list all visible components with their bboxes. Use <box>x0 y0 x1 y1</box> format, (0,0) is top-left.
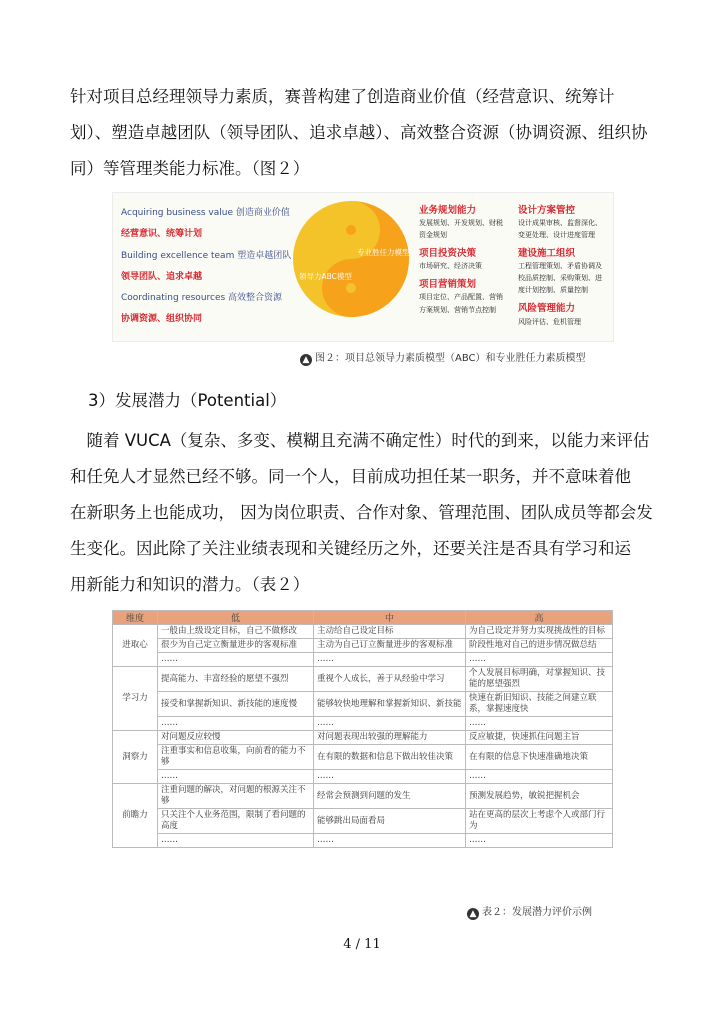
table-cell: …… <box>466 653 613 667</box>
table-cell: 主动给自己设定目标 <box>314 625 466 639</box>
yin-yang-diagram <box>291 199 411 319</box>
table-cell: 只关注个人业务范围，限制了看问题的高度 <box>158 809 314 834</box>
potential-table <box>112 610 613 848</box>
arrow-up-icon: ▲ <box>467 908 479 920</box>
table-row <box>113 692 613 717</box>
competency-title: 项目投资决策 <box>419 248 477 259</box>
table-cell: 很少为自己定立衡量进步的客观标准 <box>158 639 314 653</box>
paragraph-line: 和任免人才显然已经不够。同一个人，目前成功担任某一职务，并不意味着他 <box>70 467 631 486</box>
intro-line: 针对项目总经理领导力素质，赛普构建了创造商业价值（经营意识、统筹计 <box>70 87 615 106</box>
yang-label: 专业胜任力模型 <box>357 248 410 257</box>
figure-caption-text: 图２：项目总领导力素质模型（ABC）和专业胜任力素质模型 <box>315 353 586 364</box>
paragraph-line: 生变化。因此除了关注业绩表现和关键经历之外，还要关注是否具有学习和运 <box>70 539 631 558</box>
left-item: Acquiring business value 创造商业价值 <box>121 208 290 218</box>
table-cell: 重视个人成长，善于从经验中学习 <box>314 667 466 692</box>
table-cell: …… <box>158 834 314 848</box>
competency-detail: 风险评估、危机管理 <box>518 318 581 326</box>
table-row <box>113 653 613 667</box>
competency-title: 设计方案管控 <box>518 205 576 216</box>
table-row <box>113 667 613 692</box>
table-row <box>113 625 613 639</box>
table-header-row <box>113 611 613 625</box>
competency-detail: 校品质控制、采购策划、进 <box>518 274 602 282</box>
header-high: 高 <box>466 611 613 625</box>
paragraph-line: 在新职务上也能成功， 因为岗位职责、合作对象、管理范围、团队成员等都会发 <box>70 503 653 522</box>
dimension-cell: 进取心 <box>113 625 158 667</box>
table-cell: 能够跳出局面看局 <box>314 809 466 834</box>
header-dimension: 维度 <box>113 611 158 625</box>
table-cell: 阶段性地对自己的进步情况做总结 <box>466 639 613 653</box>
dimension-cell: 洞察力 <box>113 731 158 784</box>
paragraph-line: 用新能力和知识的潜力。（表２） <box>70 575 310 594</box>
table-cell: …… <box>314 717 466 731</box>
competency-detail: 变更处理、设计进度管理 <box>518 231 595 239</box>
table-row <box>113 639 613 653</box>
table-row <box>113 809 613 834</box>
table-row <box>113 745 613 770</box>
intro-paragraph <box>70 79 660 187</box>
table-caption-text: 表２：发展潜力评价示例 <box>482 907 592 918</box>
section-heading: 3）发展潜力（Potential） <box>88 391 287 410</box>
table-cell: 个人发展目标明确，对掌握知识、技能的愿望强烈 <box>466 667 613 692</box>
table-cell: 对问题反应较慢 <box>158 731 314 745</box>
table-row <box>113 784 613 809</box>
left-item: 领导团队、追求卓越 <box>121 272 203 282</box>
header-mid: 中 <box>314 611 466 625</box>
competency-detail: 发展规划、开发规划、财税 <box>419 219 503 227</box>
table-cell: 注重问题的解决，对问题的根源关注不够 <box>158 784 314 809</box>
header-low: 低 <box>158 611 314 625</box>
table-cell: …… <box>158 717 314 731</box>
competency-detail: 设计成果审核、监督深化、 <box>518 219 602 227</box>
table-cell: 站在更高的层次上考虑个人或部门行为 <box>466 809 613 834</box>
table-cell: …… <box>314 653 466 667</box>
yin-label: 领导力ABC模型 <box>299 272 352 281</box>
yang-dot <box>346 283 356 293</box>
table-cell: 提高能力、丰富经验的愿望不强烈 <box>158 667 314 692</box>
table-row <box>113 731 613 745</box>
intro-line: 同）等管理类能力标准。（图２） <box>70 159 310 178</box>
table-cell: 在有限的信息下快速准确地决策 <box>466 745 613 770</box>
competency-title: 风险管理能力 <box>518 303 576 314</box>
left-item: Building excellence team 塑造卓越团队 <box>121 251 292 261</box>
left-item: 经营意识、统筹计划 <box>121 229 203 239</box>
dimension-cell: 前瞻力 <box>113 784 158 848</box>
table-cell: …… <box>158 653 314 667</box>
table-cell: 接受和掌握新知识、新技能的速度慢 <box>158 692 314 717</box>
yin-dot <box>346 225 356 235</box>
table-cell: …… <box>466 717 613 731</box>
table-cell: 注重事实和信息收集，向前看的能力不够 <box>158 745 314 770</box>
table-row <box>113 717 613 731</box>
intro-line: 划）、塑造卓越团队（领导团队、追求卓越）、高效整合资源（协调资源、组织协 <box>70 123 648 142</box>
table-cell: …… <box>158 770 314 784</box>
table-cell: 在有限的数据和信息下做出较佳决策 <box>314 745 466 770</box>
table-cell: …… <box>466 770 613 784</box>
table-cell: …… <box>466 834 613 848</box>
table-row <box>113 770 613 784</box>
dimension-cell: 学习力 <box>113 667 158 731</box>
arrow-up-icon: ▲ <box>300 354 312 366</box>
paragraph-line: 随着 VUCA（复杂、多变、模糊且充满不确定性）时代的到来，以能力来评估 <box>70 431 650 450</box>
table-cell: 为自己设定并努力实现挑战性的目标 <box>466 625 613 639</box>
potential-paragraph <box>70 423 660 603</box>
table-cell: 主动为自己订立衡量进步的客观标准 <box>314 639 466 653</box>
competency-detail: 市场研究、经济决策 <box>419 262 482 270</box>
table-cell: 预测发展趋势，敏锐把握机会 <box>466 784 613 809</box>
competency-title: 业务规划能力 <box>419 205 477 216</box>
left-item: Coordinating resources 高效整合资源 <box>121 293 283 303</box>
page-number: 4 / 11 <box>343 937 381 952</box>
competency-detail: 项目定位、产品配置、营销 <box>419 293 503 301</box>
table-cell: 反应敏捷，快速抓住问题主旨 <box>466 731 613 745</box>
competency-detail: 资金规划 <box>419 231 447 239</box>
table-row <box>113 834 613 848</box>
figure-caption <box>300 349 586 366</box>
competency-detail: 方案规划、营销节点控制 <box>419 306 496 314</box>
left-item: 协调资源、组织协同 <box>121 314 203 324</box>
figure-leadership-model <box>112 192 614 342</box>
competency-title: 建设施工组织 <box>518 248 576 259</box>
table-caption <box>467 903 592 920</box>
table-cell: 一般由上级设定目标，自己不做修改 <box>158 625 314 639</box>
table-cell: 对问题表现出较强的理解能力 <box>314 731 466 745</box>
table-cell: 能够较快地理解和掌握新知识、新技能 <box>314 692 466 717</box>
table-cell: 快速在新旧知识、技能之间建立联系，掌握速度快 <box>466 692 613 717</box>
competency-title: 项目营销策划 <box>419 279 477 290</box>
competency-detail: 工程管理策划、矛盾协调及 <box>518 262 602 270</box>
competency-detail: 度计划控制、质量控制 <box>518 286 588 294</box>
table-cell: 经常会预测到问题的发生 <box>314 784 466 809</box>
table-cell: …… <box>314 834 466 848</box>
table-cell: …… <box>314 770 466 784</box>
